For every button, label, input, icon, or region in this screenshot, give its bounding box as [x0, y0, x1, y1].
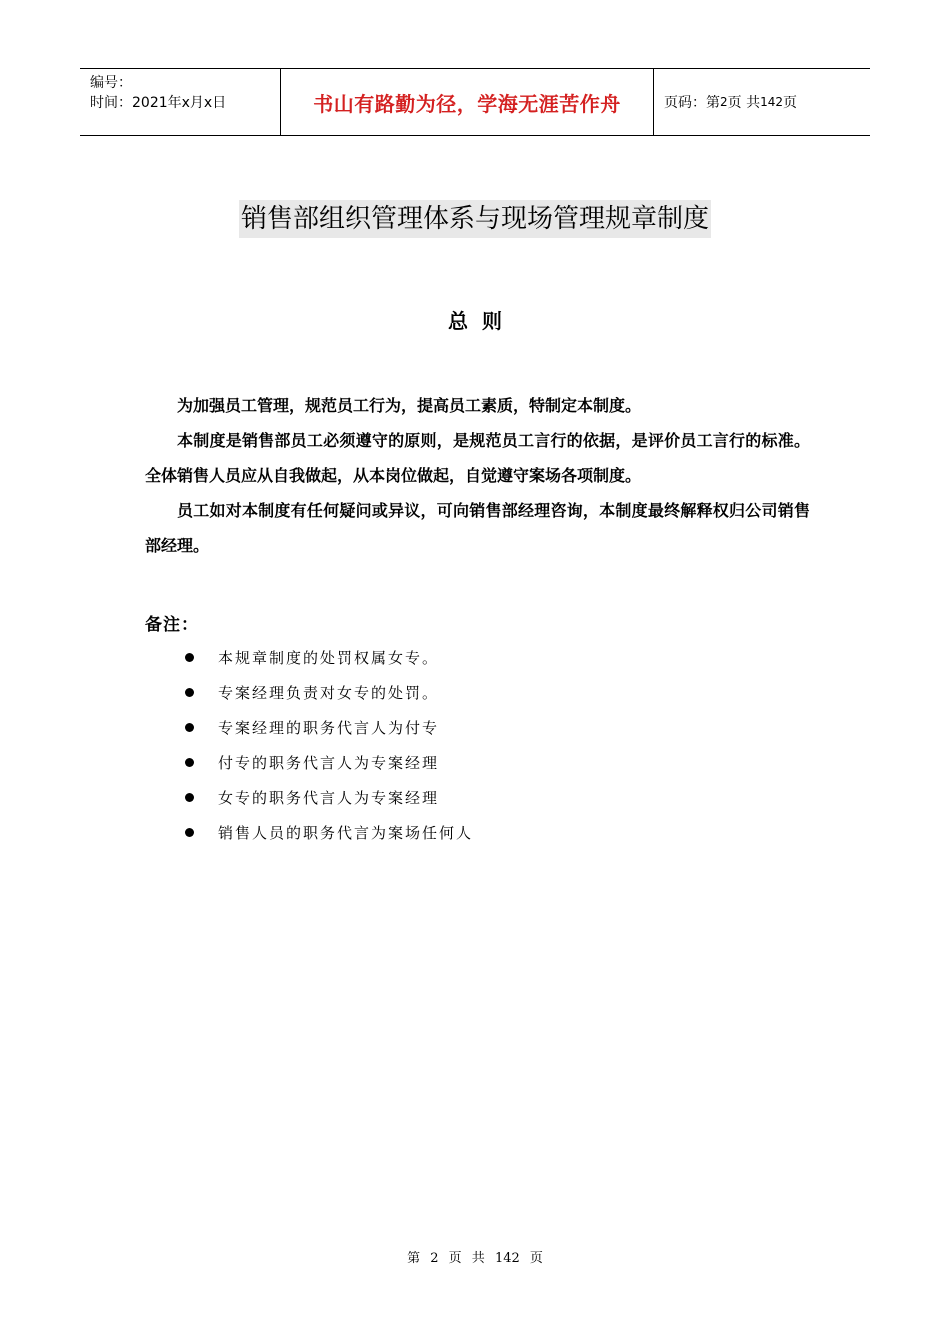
note-text: 付专的职务代言人为专案经理: [218, 754, 440, 772]
note-text: 销售人员的职务代言为案场任何人: [218, 824, 474, 842]
header-page-total: 142: [760, 95, 783, 109]
page-header: [80, 68, 870, 136]
note-text: 专案经理负责对女专的处罚。: [218, 684, 440, 702]
document-number-label: 编号：: [90, 75, 132, 91]
note-text: 女专的职务代言人为专案经理: [218, 789, 440, 807]
list-item: [180, 710, 473, 745]
section-title: 总则: [448, 309, 516, 333]
document-body: [145, 388, 810, 563]
bullet-icon: [185, 793, 194, 802]
footer-page-total: 142: [494, 1251, 520, 1266]
header-page-cell: [654, 69, 870, 135]
footer-mid2: 共: [471, 1251, 485, 1266]
document-title-block: [0, 200, 950, 238]
bullet-icon: [185, 758, 194, 767]
list-item: [180, 815, 473, 850]
list-item: [180, 640, 473, 675]
list-item: [180, 745, 473, 780]
header-page-current: 2: [720, 95, 728, 109]
header-page-suffix: 页: [783, 95, 797, 111]
header-motto: 书山有路勤为径，学海无涯苦作舟: [313, 91, 621, 116]
list-item: [180, 780, 473, 815]
bullet-icon: [185, 723, 194, 732]
document-title: 销售部组织管理体系与现场管理规章制度: [239, 200, 711, 238]
bullet-icon: [185, 653, 194, 662]
body-paragraph: 本制度是销售部员工必须遵守的原则，是规范员工言行的依据，是评价员工言行的标准。全体销售人员应从自我做起，从本岗位做起，自觉遵守案场各项制度。: [145, 431, 810, 485]
page-footer: [0, 1247, 950, 1266]
footer-suffix: 页: [529, 1251, 543, 1266]
body-paragraph: 员工如对本制度有任何疑问或异议，可向销售部经理咨询，本制度最终解释权归公司销售部经理。: [145, 501, 810, 555]
footer-page-current: 2: [430, 1251, 439, 1266]
header-page-prefix: 页码：第: [664, 95, 720, 111]
footer-mid1: 页: [448, 1251, 462, 1266]
header-page-mid: 页 共: [727, 95, 761, 111]
body-paragraph: 为加强员工管理，规范员工行为，提高员工素质，特制定本制度。: [177, 396, 642, 415]
note-heading: 备注：: [145, 615, 199, 635]
note-text: 专案经理的职务代言人为付专: [218, 719, 440, 737]
header-motto-cell: [281, 69, 654, 135]
footer-prefix: 第: [407, 1251, 421, 1266]
bullet-icon: [185, 688, 194, 697]
header-meta-cell: [80, 69, 281, 135]
notes-list: [180, 640, 473, 850]
note-text: 本规章制度的处罚权属女专。: [218, 649, 440, 667]
bullet-icon: [185, 828, 194, 837]
document-date: 时间：2021年x月x日: [90, 95, 227, 111]
list-item: [180, 675, 473, 710]
